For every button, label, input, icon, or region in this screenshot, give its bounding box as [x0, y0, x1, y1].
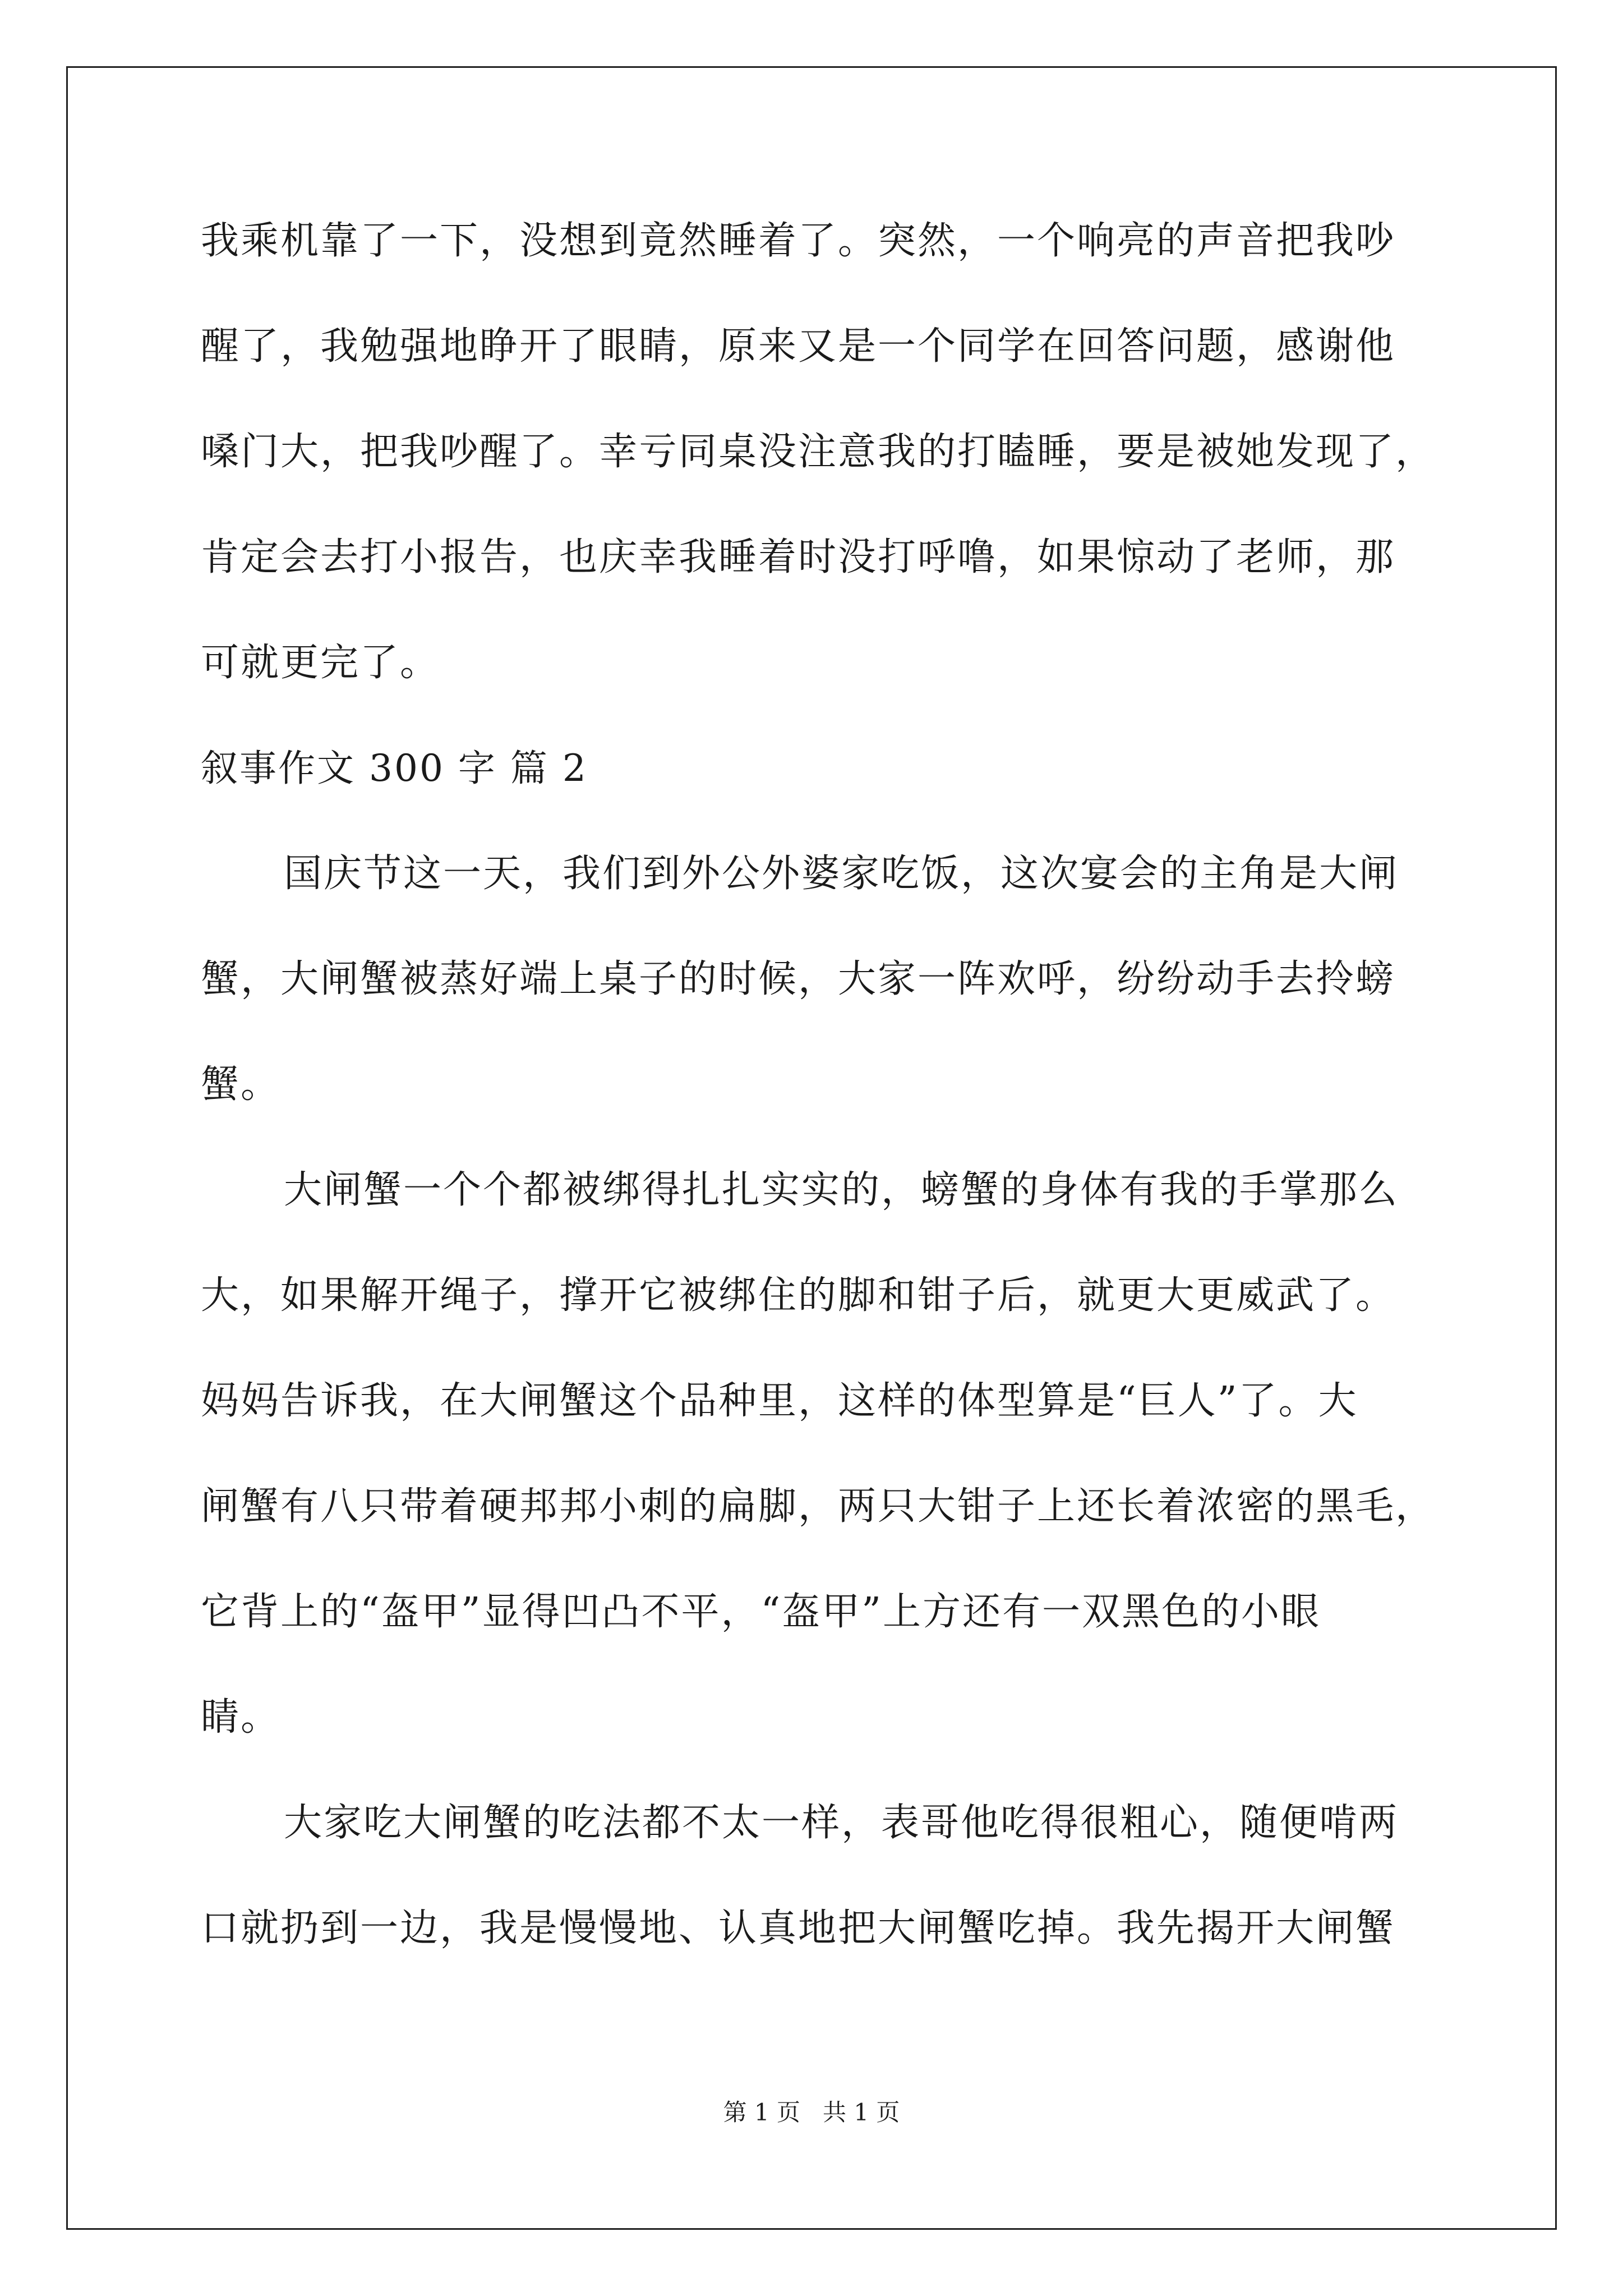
- text-line-4: 肯定会去打小报告，也庆幸我睡着时没打呼噜，如果惊动了老师，那: [201, 535, 1396, 579]
- text-line-5: 可就更完了。: [201, 641, 440, 685]
- text-line-15: 睛。: [201, 1695, 281, 1740]
- text-line-14: 它背上的“盔甲”显得凹凸不平，“盔甲”上方还有一双黑色的小眼: [201, 1590, 1321, 1634]
- text-line-1: 我乘机靠了一下，没想到竟然睡着了。突然，一个响亮的声音把我吵: [201, 219, 1396, 263]
- page-number-label: 第 1 页: [723, 2099, 800, 2126]
- paragraph-start-line: 大家吃大闸蟹的吃法都不太一样，表哥他吃得很粗心，随便啃两: [284, 1801, 1399, 1845]
- page-footer: [0, 2097, 1623, 2128]
- paragraph-start-line: 国庆节这一天，我们到外公外婆家吃饭，这次宴会的主角是大闸: [284, 852, 1399, 896]
- section-heading: 叙事作文 300 字 篇 2: [201, 747, 588, 790]
- document-body: [201, 213, 1435, 2006]
- text-line-9: 蟹。: [201, 1062, 281, 1107]
- text-line-12: 妈妈告诉我，在大闸蟹这个品种里，这样的体型算是“巨人”了。大: [201, 1379, 1358, 1423]
- text-line-13: 闸蟹有八只带着硬邦邦小刺的扁脚，两只大钳子上还长着浓密的黑毛，: [201, 1484, 1436, 1529]
- paragraph-start-line: 大闸蟹一个个都被绑得扎扎实实的，螃蟹的身体有我的手掌那么: [284, 1168, 1399, 1212]
- text-line-17: 口就扔到一边，我是慢慢地、认真地把大闸蟹吃掉。我先揭开大闸蟹: [201, 1906, 1396, 1950]
- text-line-3: 嗓门大，把我吵醒了。幸亏同桌没注意我的打瞌睡，要是被她发现了，: [201, 430, 1436, 474]
- text-line-8: 蟹，大闸蟹被蒸好端上桌子的时候，大家一阵欢呼，纷纷动手去拎螃: [201, 957, 1396, 1001]
- text-line-2: 醒了，我勉强地睁开了眼睛，原来又是一个同学在回答问题，感谢他: [201, 324, 1396, 369]
- text-line-11: 大，如果解开绳子，撑开它被绑住的脚和钳子后，就更大更威武了。: [201, 1273, 1396, 1318]
- page-total-label: 共 1 页: [823, 2099, 900, 2126]
